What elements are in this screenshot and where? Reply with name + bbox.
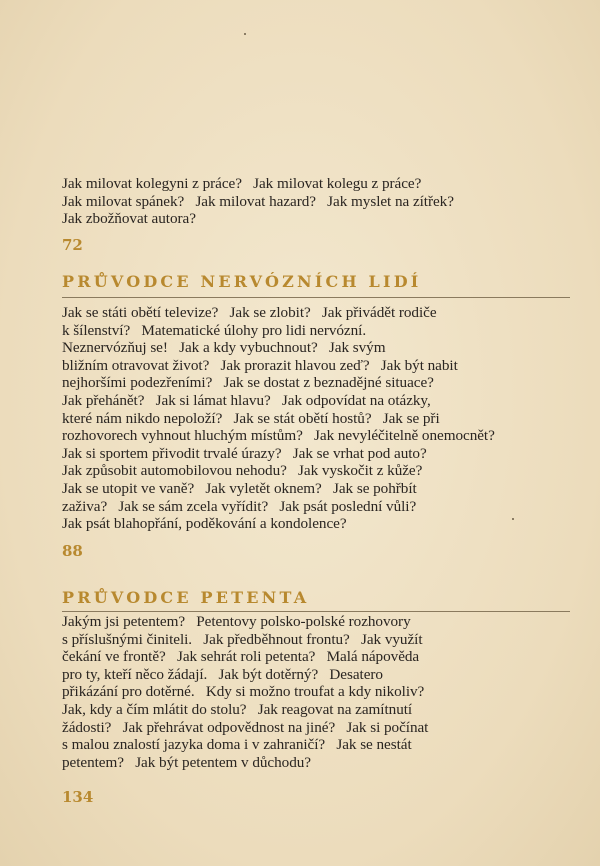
text-line: čekání ve frontě? Jak sehrát roli petenta? Malá nápověda <box>62 648 420 666</box>
text-line: Jakým jsi petentem? Petentovy polsko-polské rozhovory <box>62 613 411 630</box>
text-line: Jak se utopit ve vaně? Jak vyletět oknem? Jak se pohřbít <box>62 479 417 497</box>
text-line: Jak, kdy a čím mlátit do stolu? Jak reagovat na zamítnutí <box>62 700 413 718</box>
paper-speck <box>512 518 514 520</box>
text-line: přikázání pro dotěrné. Kdy si možno troufat a kdy nikoliv? <box>62 683 425 701</box>
text-line: Jak zbožňovat autora? <box>62 210 196 228</box>
text-line: Jak se státi obětí televize? Jak se zlobit? Jak přivádět rodiče <box>62 304 437 321</box>
text-line: nejhoršími podezřeními? Jak se dostat z beznadějné situace? <box>62 374 434 392</box>
text-line: s příslušnými činiteli. Jak předběhnout frontu? Jak využít <box>62 630 423 648</box>
page-number: 88 <box>62 542 83 560</box>
text-line: Jak způsobit automobilovou nehodu? Jak vyskočit z kůže? <box>62 462 423 480</box>
text-line: Neznervózňuj se! Jak a kdy vybuchnout? Jak svým <box>62 339 386 357</box>
text-line: s malou znalostí jazyka doma i v zahraničí? Jak se nestát <box>62 736 412 754</box>
text-line: rozhovorech vyhnout hluchým místům? Jak nevyléčitelně onemocnět? <box>62 427 495 445</box>
section-heading: PRŮVODCE NERVÓZNÍCH LIDÍ <box>62 272 422 291</box>
text-line: bližním otravovat život? Jak prorazit hlavou zeď? Jak být nabit <box>62 356 458 374</box>
text-line: které nám nikdo nepoloží? Jak se stát obětí hostů? Jak se při <box>62 409 440 427</box>
text-line: petentem? Jak být petentem v důchodu? <box>62 753 311 771</box>
text-line: Jak si sportem přivodit trvalé úrazy? Jak se vrhat pod auto? <box>62 444 427 462</box>
page-number: 72 <box>62 236 83 254</box>
text-line: Jak milovat kolegyni z práce? Jak milovat kolegu z práce? <box>62 175 422 192</box>
section-2-text <box>62 304 572 533</box>
heading-rule <box>62 611 570 612</box>
section-heading: PRŮVODCE PETENTA <box>62 588 310 607</box>
text-line: Jak psát blahopřání, poděkování a kondolence? <box>62 515 347 533</box>
text-line: žádosti? Jak přehrávat odpovědnost na jiné? Jak si počínat <box>62 718 429 736</box>
text-line: Jak přehánět? Jak si lámat hlavu? Jak odpovídat na otázky, <box>62 391 431 409</box>
section-1-text <box>62 175 572 228</box>
section-3-text <box>62 613 572 771</box>
text-line: k šílenství? Matematické úlohy pro lidi nervózní. <box>62 321 367 339</box>
text-line: Jak milovat spánek? Jak milovat hazard? Jak myslet na zítřek? <box>62 192 454 210</box>
page-number: 134 <box>62 788 94 806</box>
text-line: zaživa? Jak se sám zcela vyřídit? Jak psát poslední vůli? <box>62 497 417 515</box>
paper-speck <box>244 33 246 35</box>
text-line: pro ty, kteří něco žádají. Jak být dotěrný? Desatero <box>62 665 383 683</box>
heading-rule <box>62 297 570 298</box>
